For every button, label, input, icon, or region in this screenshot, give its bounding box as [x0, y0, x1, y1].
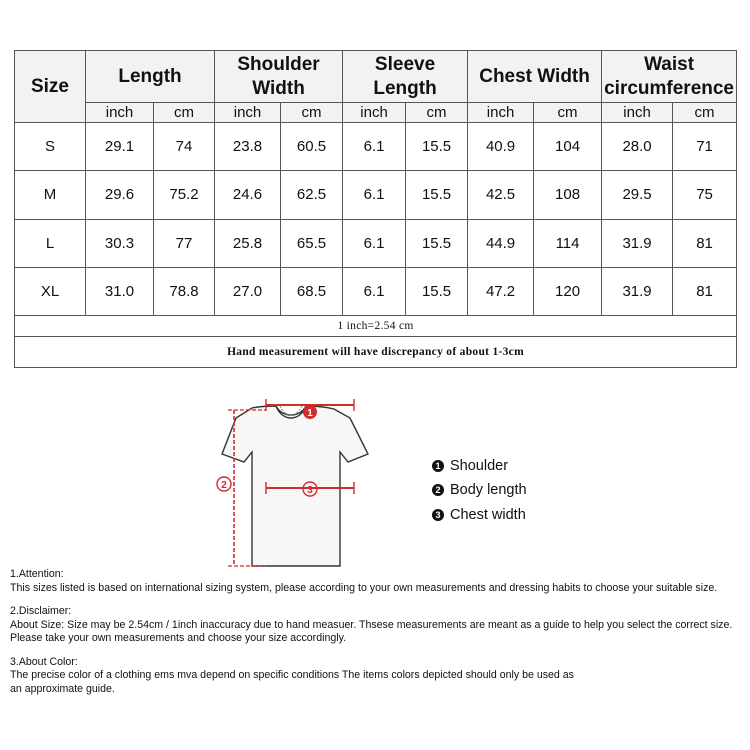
legend-number-2: 2 — [432, 484, 444, 496]
unit-cell: inch — [86, 103, 154, 123]
value-cell: 15.5 — [406, 171, 468, 219]
legend-number-1: 1 — [432, 460, 444, 472]
value-cell: 47.2 — [468, 267, 534, 315]
value-cell: 29.5 — [602, 171, 673, 219]
value-cell: 6.1 — [343, 219, 406, 267]
value-cell: 6.1 — [343, 171, 406, 219]
value-cell: 30.3 — [86, 219, 154, 267]
table-row — [15, 171, 737, 219]
value-cell: 15.5 — [406, 267, 468, 315]
value-cell: 68.5 — [281, 267, 343, 315]
value-cell: 28.0 — [602, 123, 673, 171]
legend-number-3: 3 — [432, 509, 444, 521]
value-cell: 25.8 — [215, 219, 281, 267]
header-length: Length — [86, 51, 215, 103]
value-cell: 60.5 — [281, 123, 343, 171]
value-cell: 15.5 — [406, 123, 468, 171]
value-cell: 74 — [154, 123, 215, 171]
header-shoulder-width: Shoulder Width — [215, 51, 343, 103]
value-cell: 114 — [534, 219, 602, 267]
unit-cell: inch — [468, 103, 534, 123]
value-cell: 108 — [534, 171, 602, 219]
value-cell: 65.5 — [281, 219, 343, 267]
value-cell: 23.8 — [215, 123, 281, 171]
tshirt-diagram — [214, 392, 374, 570]
value-cell: 120 — [534, 267, 602, 315]
notes-section — [10, 568, 748, 696]
value-cell: 6.1 — [343, 123, 406, 171]
tshirt-silhouette — [222, 406, 368, 566]
value-cell: 104 — [534, 123, 602, 171]
disclaimer-text: Please take your own measurements and choose your size accordingly. — [10, 632, 347, 644]
value-cell: 29.1 — [86, 123, 154, 171]
unit-cell: cm — [154, 103, 215, 123]
value-cell: 42.5 — [468, 171, 534, 219]
value-cell: 77 — [154, 219, 215, 267]
size-cell: L — [15, 219, 86, 267]
value-cell: 31.9 — [602, 267, 673, 315]
measurement-note: Hand measurement will have discrepancy of about 1-3cm — [15, 336, 737, 367]
value-cell: 75.2 — [154, 171, 215, 219]
value-cell: 24.6 — [215, 171, 281, 219]
table-row — [15, 267, 737, 315]
value-cell: 6.1 — [343, 267, 406, 315]
unit-cell: cm — [673, 103, 737, 123]
value-cell: 81 — [673, 219, 737, 267]
value-cell: 78.8 — [154, 267, 215, 315]
value-cell: 71 — [673, 123, 737, 171]
unit-cell: inch — [343, 103, 406, 123]
legend-item-shoulder — [432, 458, 508, 474]
marker-1: 1 — [307, 408, 313, 419]
unit-cell: inch — [215, 103, 281, 123]
legend-label-shoulder: Shoulder — [450, 458, 509, 474]
color-text: The precise color of a clothing ems mva depend on specific conditions The items colors depicted should only be used as — [10, 669, 574, 681]
legend-label-chest-width: Chest width — [450, 507, 526, 523]
value-cell: 15.5 — [406, 219, 468, 267]
attention-title: 1.Attention: — [10, 568, 64, 580]
unit-cell: cm — [534, 103, 602, 123]
table-row — [15, 219, 737, 267]
conversion-note: 1 inch=2.54 cm — [15, 315, 737, 336]
value-cell: 81 — [673, 267, 737, 315]
value-cell: 75 — [673, 171, 737, 219]
value-cell: 40.9 — [468, 123, 534, 171]
value-cell: 27.0 — [215, 267, 281, 315]
value-cell: 44.9 — [468, 219, 534, 267]
attention-text: This sizes listed is based on international sizing system, please according to your own measurements and dressing habits to choose your suitable size. — [10, 581, 718, 594]
legend-label-body-length: Body length — [450, 482, 527, 498]
header-chest-width: Chest Width — [468, 51, 602, 103]
marker-3: 3 — [307, 485, 313, 496]
color-title: 3.About Color: — [10, 655, 78, 668]
size-cell: XL — [15, 267, 86, 315]
value-cell: 31.0 — [86, 267, 154, 315]
header-sleeve-length: Sleeve Length — [343, 51, 468, 103]
value-cell: 29.6 — [86, 171, 154, 219]
size-chart-table — [14, 50, 737, 368]
value-cell: 62.5 — [281, 171, 343, 219]
unit-cell: inch — [602, 103, 673, 123]
header-size: Size — [15, 51, 86, 123]
unit-cell: cm — [281, 103, 343, 123]
size-cell: S — [15, 123, 86, 171]
unit-cell: cm — [406, 103, 468, 123]
header-waist-circumference: Waist circumference — [602, 51, 737, 103]
legend-item-chest-width — [432, 507, 526, 523]
legend-item-body-length — [432, 482, 527, 498]
marker-2: 2 — [221, 480, 227, 491]
table-row — [15, 123, 737, 171]
size-cell: M — [15, 171, 86, 219]
value-cell: 31.9 — [602, 219, 673, 267]
color-text: an approximate guide. — [10, 682, 115, 695]
disclaimer-text: About Size: Size may be 2.54cm / 1inch inaccuracy due to hand measuer. Thsese measurements are meant as a guide to help you select the correct size. — [10, 618, 733, 631]
disclaimer-title: 2.Disclaimer: — [10, 605, 72, 617]
